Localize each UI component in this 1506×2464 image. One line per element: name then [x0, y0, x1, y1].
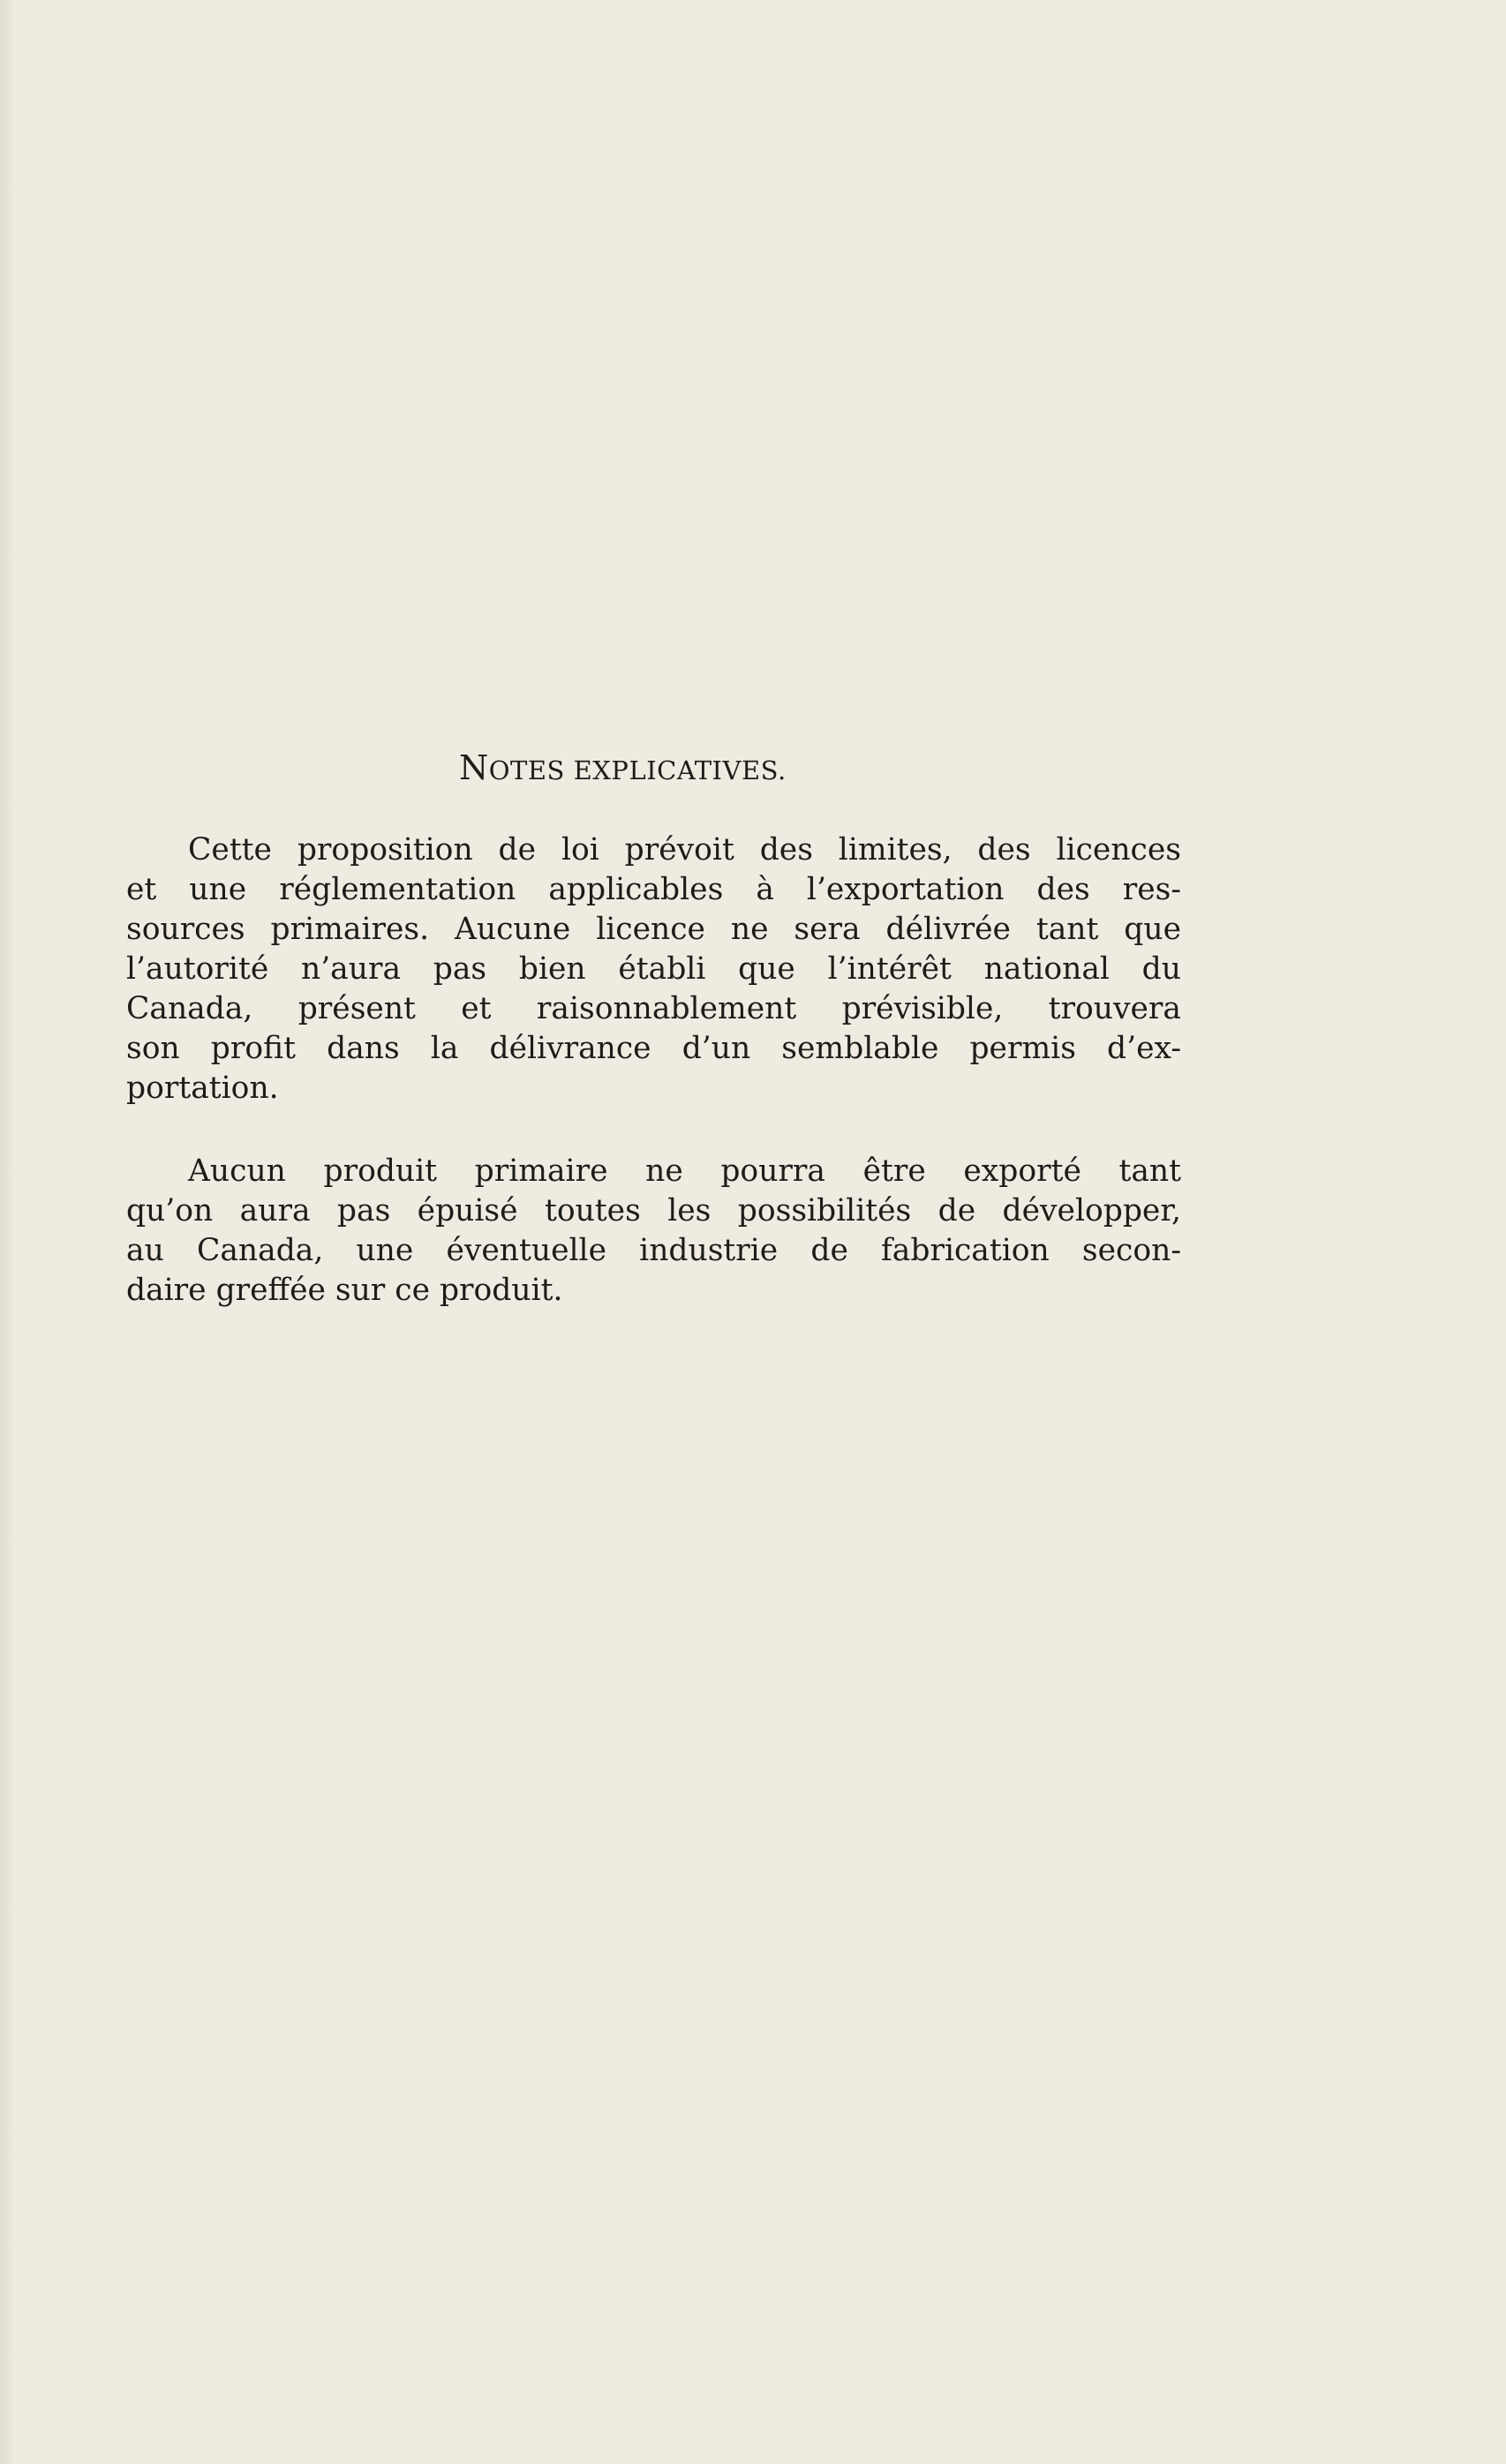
- paragraph-line: qu’on aura pas épuisé toutes les possibilités de développer,: [126, 1193, 1181, 1228]
- paragraph-line: Canada, présent et raisonnablement prévisible, trouvera: [126, 991, 1181, 1026]
- paragraph-line: daire greffée sur ce produit.: [126, 1273, 563, 1308]
- paragraph-line: sources primaires. Aucune licence ne sera délivrée tant que: [126, 912, 1181, 947]
- paragraph-line: Cette proposition de loi prévoit des limites, des licences: [188, 832, 1181, 868]
- notes-heading-initial: N: [459, 748, 489, 787]
- paragraph-line: au Canada, une éventuelle industrie de fabrication secon-: [126, 1233, 1181, 1268]
- explanatory-paragraph-2: [126, 1152, 1181, 1311]
- paragraph-line: l’autorité n’aura pas bien établi que l’intérêt national du: [126, 951, 1181, 987]
- paragraph-line: portation.: [126, 1070, 279, 1106]
- paragraph-line: Aucun produit primaire ne pourra être exporté tant: [188, 1153, 1181, 1189]
- notes-heading: [459, 748, 787, 787]
- paragraph-line: et une réglementation applicables à l’exportation des res-: [126, 872, 1181, 907]
- paragraph-line: son profit dans la délivrance d’un semblable permis d’ex-: [126, 1031, 1181, 1066]
- notes-heading-rest: OTES EXPLICATIVES.: [488, 755, 787, 785]
- explanatory-paragraph-1: [126, 830, 1181, 1108]
